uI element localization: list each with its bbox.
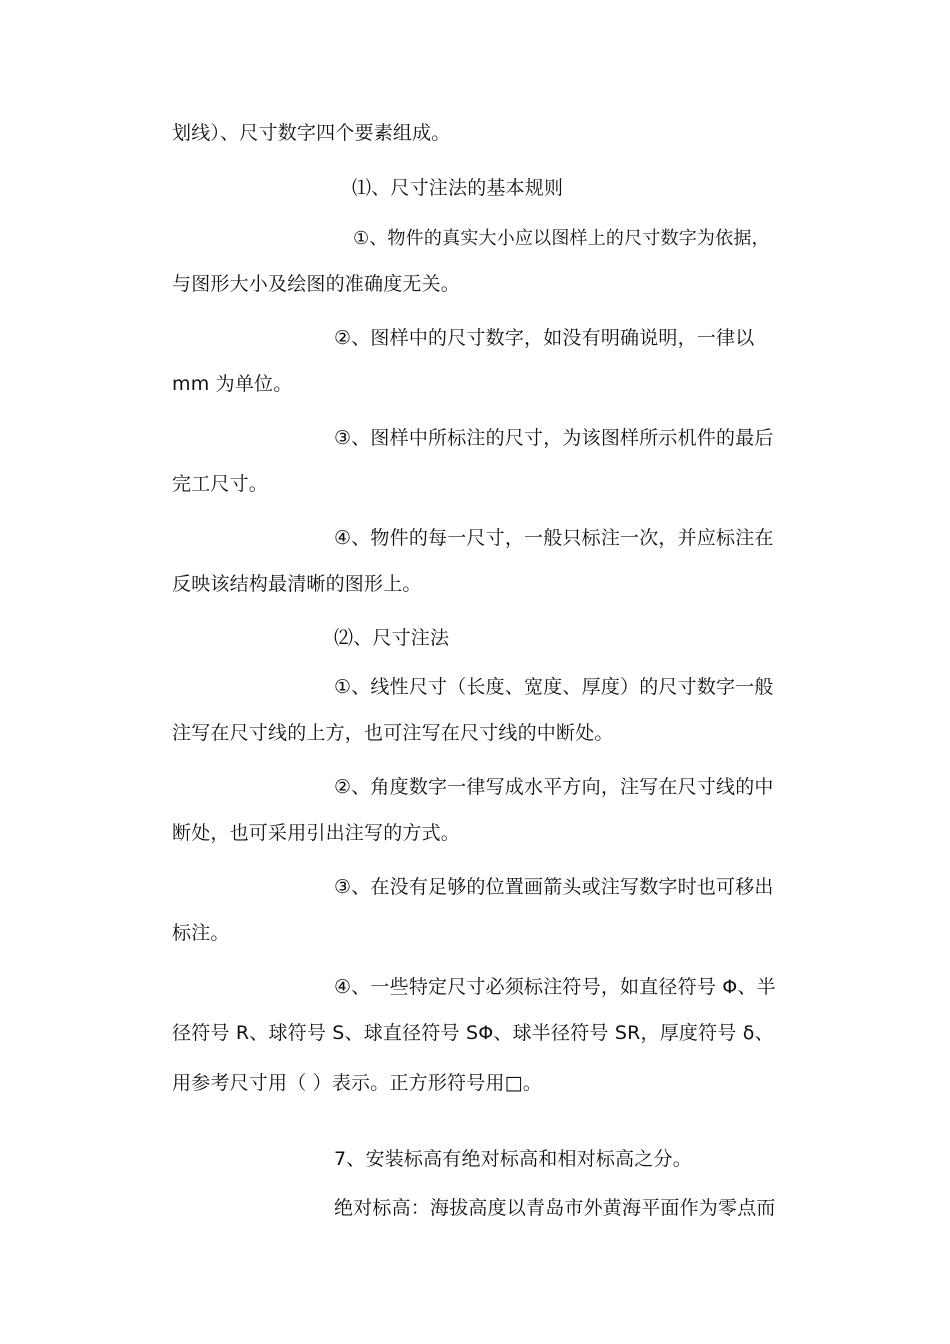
text-line-7: ③、图样中所标注的尺寸，为该图样所示机件的最后 xyxy=(334,427,774,449)
text-line-22: 绝对标高：海拔高度以青岛市外黄海平面作为零点而 xyxy=(334,1197,776,1219)
section-heading-2: ⑵、尺寸注法 xyxy=(334,627,450,649)
text-line-6: mm 为单位。 xyxy=(172,373,293,395)
text-line-16: ③、在没有足够的位置画箭头或注写数字时也可移出 xyxy=(334,876,774,898)
text-line-8: 完工尺寸。 xyxy=(172,473,269,495)
text-line-5: ②、图样中的尺寸数字，如没有明确说明，一律以 xyxy=(334,327,755,349)
text-line-18: ④、一些特定尺寸必须标注符号，如直径符号 Φ、半 xyxy=(334,976,776,998)
text-line-3: ①、物件的真实大小应以图样上的尺寸数字为依据， xyxy=(353,228,770,249)
section-heading-1: ⑴、尺寸注法的基本规则 xyxy=(352,177,564,199)
text-line-17: 标注。 xyxy=(172,922,230,944)
text-line-21: 7、安装标高有绝对标高和相对标高之分。 xyxy=(334,1148,692,1170)
text-line-10: 反映该结构最清晰的图形上。 xyxy=(172,573,422,595)
text-line-13: 注写在尺寸线的上方，也可注写在尺寸线的中断处。 xyxy=(172,722,614,744)
text-line-15: 断处，也可采用引出注写的方式。 xyxy=(172,822,461,844)
text-line-12: ①、线性尺寸（长度、宽度、厚度）的尺寸数字一般 xyxy=(334,676,774,698)
text-line-1: 划线）、尺寸数字四个要素组成。 xyxy=(172,122,451,144)
text-line-14: ②、角度数字一律写成水平方向，注写在尺寸线的中 xyxy=(334,776,774,798)
text-line-19: 径符号 R、球符号 S、球直径符号 SΦ、球半径符号 SR，厚度符号 δ、 xyxy=(172,1022,774,1044)
text-line-4: 与图形大小及绘图的准确度无关。 xyxy=(172,273,461,295)
text-line-20: 用参考尺寸用（ ）表示。正方形符号用□。 xyxy=(172,1072,542,1094)
text-line-9: ④、物件的每一尺寸，一般只标注一次，并应标注在 xyxy=(334,527,774,549)
